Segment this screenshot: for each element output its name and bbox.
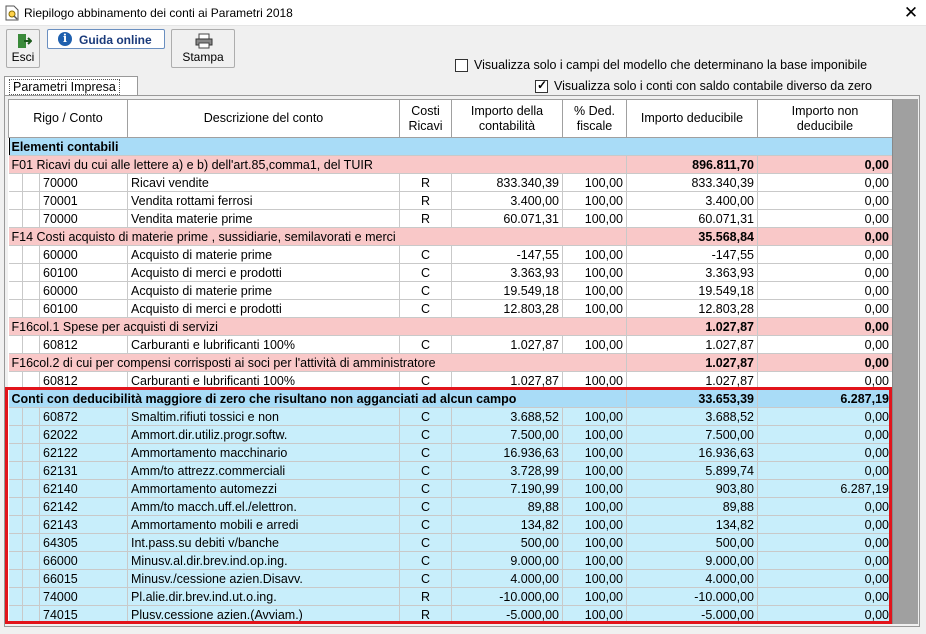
account-row[interactable] xyxy=(9,408,893,426)
info-icon: i xyxy=(58,32,72,46)
importo-deducibile: 4.000,00 xyxy=(627,570,758,588)
percent-deducibile: 100,00 xyxy=(563,462,627,480)
account-description: Smaltim.rifiuti tossici e non xyxy=(128,408,400,426)
costi-ricavi-flag: C xyxy=(400,372,452,390)
account-code: 60100 xyxy=(40,300,128,318)
importo-contabilita: 16.936,63 xyxy=(452,444,563,462)
account-row[interactable] xyxy=(9,426,893,444)
account-description: Ammortamento macchinario xyxy=(128,444,400,462)
account-description: Int.pass.su debiti v/banche xyxy=(128,534,400,552)
account-row[interactable] xyxy=(9,246,893,264)
account-code: 62143 xyxy=(40,516,128,534)
indent-cell xyxy=(9,588,23,606)
indent-cell xyxy=(23,246,40,264)
checkmark-icon: ✓ xyxy=(537,78,548,92)
account-code: 62142 xyxy=(40,498,128,516)
account-code: 70000 xyxy=(40,174,128,192)
close-window-button[interactable]: ✕ xyxy=(903,3,919,22)
costi-ricavi-flag: C xyxy=(400,462,452,480)
percent-deducibile: 100,00 xyxy=(563,552,627,570)
col-header-costi-ricavi[interactable]: Costi Ricavi xyxy=(400,100,452,138)
account-description: Ammortamento mobili e arredi xyxy=(128,516,400,534)
costi-ricavi-flag: C xyxy=(400,264,452,282)
costi-ricavi-flag: R xyxy=(400,210,452,228)
importo-contabilita: 19.549,18 xyxy=(452,282,563,300)
importo-non-deducibile: 0,00 xyxy=(758,498,893,516)
vertical-scrollbar[interactable] xyxy=(892,99,918,624)
accounts-table xyxy=(8,99,892,624)
printer-icon xyxy=(195,33,213,49)
conti-non-agganciati-row[interactable] xyxy=(9,390,893,408)
percent-deducibile: 100,00 xyxy=(563,516,627,534)
account-row[interactable] xyxy=(9,534,893,552)
percent-deducibile: 100,00 xyxy=(563,408,627,426)
account-description: Plusv.cessione azien.(Avviam.) xyxy=(128,606,400,624)
account-description: Amm/to macch.uff.el./elettron. xyxy=(128,498,400,516)
importo-deducibile: 3.363,93 xyxy=(627,264,758,282)
indent-cell xyxy=(9,498,23,516)
group-importo-non-deducibile: 0,00 xyxy=(758,156,893,174)
importo-contabilita: 60.071,31 xyxy=(452,210,563,228)
indent-cell xyxy=(9,336,23,354)
indent-cell xyxy=(9,570,23,588)
account-code: 60872 xyxy=(40,408,128,426)
account-code: 60812 xyxy=(40,372,128,390)
indent-cell xyxy=(23,480,40,498)
guida-online-label: Guida online xyxy=(79,33,152,47)
percent-deducibile: 100,00 xyxy=(563,300,627,318)
importo-contabilita: 4.000,00 xyxy=(452,570,563,588)
account-row[interactable] xyxy=(9,516,893,534)
importo-non-deducibile: 0,00 xyxy=(758,372,893,390)
importo-deducibile: 833.340,39 xyxy=(627,174,758,192)
percent-deducibile: 100,00 xyxy=(563,264,627,282)
importo-contabilita: 12.803,28 xyxy=(452,300,563,318)
account-row[interactable] xyxy=(9,444,893,462)
exit-door-icon xyxy=(16,33,32,49)
percent-deducibile: 100,00 xyxy=(563,480,627,498)
indent-cell xyxy=(23,408,40,426)
percent-deducibile: 100,00 xyxy=(563,192,627,210)
percent-deducibile: 100,00 xyxy=(563,246,627,264)
percent-deducibile: 100,00 xyxy=(563,534,627,552)
importo-contabilita: 3.728,99 xyxy=(452,462,563,480)
importo-non-deducibile: 0,00 xyxy=(758,606,893,624)
indent-cell xyxy=(9,534,23,552)
account-row[interactable] xyxy=(9,264,893,282)
saldo-diverso-zero-label: Visualizza solo i conti con saldo contabile diverso da zero xyxy=(554,79,873,93)
importo-contabilita: -10.000,00 xyxy=(452,588,563,606)
group-label: F14 Costi acquisto di materie prime , sussidiarie, semilavorati e merci xyxy=(9,228,627,246)
account-description: Carburanti e lubrificanti 100% xyxy=(128,336,400,354)
costi-ricavi-flag: C xyxy=(400,516,452,534)
importo-deducibile: 1.027,87 xyxy=(627,336,758,354)
account-row[interactable] xyxy=(9,336,893,354)
indent-cell xyxy=(23,516,40,534)
importo-non-deducibile: 0,00 xyxy=(758,336,893,354)
window-title: Riepilogo abbinamento dei conti ai Parametri 2018 xyxy=(24,6,293,20)
section-title: Elementi contabili xyxy=(9,138,893,156)
percent-deducibile: 100,00 xyxy=(563,372,627,390)
costi-ricavi-flag: C xyxy=(400,300,452,318)
account-row[interactable] xyxy=(9,462,893,480)
importo-deducibile: 3.400,00 xyxy=(627,192,758,210)
costi-ricavi-flag: C xyxy=(400,444,452,462)
conti-importo-deducibile: 33.653,39 xyxy=(627,390,758,408)
costi-ricavi-flag: C xyxy=(400,336,452,354)
costi-ricavi-flag: C xyxy=(400,426,452,444)
account-code: 66000 xyxy=(40,552,128,570)
group-row[interactable] xyxy=(9,228,893,246)
account-code: 62140 xyxy=(40,480,128,498)
table-header-row xyxy=(9,100,893,138)
account-description: Acquisto di merci e prodotti xyxy=(128,264,400,282)
indent-cell xyxy=(9,426,23,444)
conti-importo-non-deducibile: 6.287,19 xyxy=(758,390,893,408)
account-row[interactable] xyxy=(9,174,893,192)
importo-contabilita: 7.500,00 xyxy=(452,426,563,444)
indent-cell xyxy=(9,552,23,570)
account-description: Acquisto di materie prime xyxy=(128,246,400,264)
account-row[interactable] xyxy=(9,210,893,228)
costi-ricavi-flag: C xyxy=(400,552,452,570)
group-importo-deducibile: 896.811,70 xyxy=(627,156,758,174)
indent-cell xyxy=(9,462,23,480)
col-header-importo-contabilita[interactable]: Importo della contabilità xyxy=(452,100,563,138)
indent-cell xyxy=(9,606,23,624)
importo-non-deducibile: 0,00 xyxy=(758,516,893,534)
importo-deducibile: 60.071,31 xyxy=(627,210,758,228)
account-description: Minusv.al.dir.brev.ind.op.ing. xyxy=(128,552,400,570)
tab-parametri-impresa[interactable] xyxy=(4,76,138,96)
importo-deducibile: -5.000,00 xyxy=(627,606,758,624)
importo-deducibile: -10.000,00 xyxy=(627,588,758,606)
importo-deducibile: 134,82 xyxy=(627,516,758,534)
importo-deducibile: 9.000,00 xyxy=(627,552,758,570)
indent-cell xyxy=(23,192,40,210)
base-imponibile-label: Visualizza solo i campi del modello che determinano la base imponibile xyxy=(474,58,868,72)
importo-non-deducibile: 0,00 xyxy=(758,174,893,192)
account-description: Vendita rottami ferrosi xyxy=(128,192,400,210)
account-description: Amm/to attrezz.commerciali xyxy=(128,462,400,480)
indent-cell xyxy=(23,264,40,282)
importo-non-deducibile: 0,00 xyxy=(758,462,893,480)
importo-non-deducibile: 0,00 xyxy=(758,300,893,318)
account-row[interactable] xyxy=(9,480,893,498)
account-row[interactable] xyxy=(9,606,893,624)
indent-cell xyxy=(9,192,23,210)
importo-contabilita: 3.363,93 xyxy=(452,264,563,282)
percent-deducibile: 100,00 xyxy=(563,426,627,444)
costi-ricavi-flag: C xyxy=(400,282,452,300)
account-description: Vendita materie prime xyxy=(128,210,400,228)
importo-non-deducibile: 6.287,19 xyxy=(758,480,893,498)
indent-cell xyxy=(9,516,23,534)
account-code: 66015 xyxy=(40,570,128,588)
importo-non-deducibile: 0,00 xyxy=(758,192,893,210)
percent-deducibile: 100,00 xyxy=(563,282,627,300)
percent-deducibile: 100,00 xyxy=(563,570,627,588)
indent-cell xyxy=(9,300,23,318)
col-header-importo-non-deducibile[interactable]: Importo non deducibile xyxy=(758,100,893,138)
costi-ricavi-flag: C xyxy=(400,246,452,264)
indent-cell xyxy=(23,444,40,462)
costi-ricavi-flag: C xyxy=(400,408,452,426)
group-importo-non-deducibile: 0,00 xyxy=(758,318,893,336)
group-importo-deducibile: 1.027,87 xyxy=(627,318,758,336)
account-row[interactable] xyxy=(9,552,893,570)
esci-button[interactable] xyxy=(6,29,40,68)
importo-deducibile: 19.549,18 xyxy=(627,282,758,300)
importo-contabilita: 500,00 xyxy=(452,534,563,552)
importo-deducibile: 1.027,87 xyxy=(627,372,758,390)
importo-deducibile: 903,80 xyxy=(627,480,758,498)
esci-label: Esci xyxy=(11,50,35,64)
importo-non-deducibile: 0,00 xyxy=(758,552,893,570)
importo-contabilita: 1.027,87 xyxy=(452,372,563,390)
importo-non-deducibile: 0,00 xyxy=(758,426,893,444)
indent-cell xyxy=(23,462,40,480)
col-header-rigo-conto[interactable]: Rigo / Conto xyxy=(9,100,128,138)
importo-deducibile: 3.688,52 xyxy=(627,408,758,426)
costi-ricavi-flag: C xyxy=(400,570,452,588)
importo-contabilita: 833.340,39 xyxy=(452,174,563,192)
indent-cell xyxy=(9,264,23,282)
account-code: 64305 xyxy=(40,534,128,552)
costi-ricavi-flag: C xyxy=(400,498,452,516)
indent-cell xyxy=(23,498,40,516)
costi-ricavi-flag: R xyxy=(400,192,452,210)
account-code: 60000 xyxy=(40,282,128,300)
indent-cell xyxy=(9,372,23,390)
accounts-grid[interactable] xyxy=(8,99,892,624)
section-row[interactable] xyxy=(9,138,893,156)
tab-parametri-impresa-label: Parametri Impresa xyxy=(9,79,120,95)
indent-cell xyxy=(9,480,23,498)
account-code: 62022 xyxy=(40,426,128,444)
account-code: 60812 xyxy=(40,336,128,354)
importo-deducibile: 500,00 xyxy=(627,534,758,552)
costi-ricavi-flag: R xyxy=(400,606,452,624)
conti-non-agganciati-label: Conti con deducibilità maggiore di zero che risultano non agganciati ad alcun campo xyxy=(9,390,627,408)
indent-cell xyxy=(9,282,23,300)
percent-deducibile: 100,00 xyxy=(563,210,627,228)
group-importo-deducibile: 1.027,87 xyxy=(627,354,758,372)
importo-contabilita: 9.000,00 xyxy=(452,552,563,570)
percent-deducibile: 100,00 xyxy=(563,498,627,516)
importo-contabilita: 134,82 xyxy=(452,516,563,534)
stampa-button[interactable] xyxy=(171,29,235,68)
indent-cell xyxy=(23,552,40,570)
group-row[interactable] xyxy=(9,354,893,372)
importo-non-deducibile: 0,00 xyxy=(758,282,893,300)
group-label: F16col.1 Spese per acquisti di servizi xyxy=(9,318,627,336)
costi-ricavi-flag: C xyxy=(400,480,452,498)
indent-cell xyxy=(23,372,40,390)
importo-contabilita: 89,88 xyxy=(452,498,563,516)
account-row[interactable] xyxy=(9,300,893,318)
importo-contabilita: 1.027,87 xyxy=(452,336,563,354)
percent-deducibile: 100,00 xyxy=(563,336,627,354)
group-row[interactable] xyxy=(9,318,893,336)
percent-deducibile: 100,00 xyxy=(563,588,627,606)
account-row[interactable] xyxy=(9,192,893,210)
importo-non-deducibile: 0,00 xyxy=(758,570,893,588)
importo-non-deducibile: 0,00 xyxy=(758,210,893,228)
title-bar xyxy=(0,0,926,26)
indent-cell xyxy=(23,336,40,354)
importo-deducibile: 5.899,74 xyxy=(627,462,758,480)
importo-contabilita: 7.190,99 xyxy=(452,480,563,498)
col-header-descrizione[interactable]: Descrizione del conto xyxy=(128,100,400,138)
col-header-ded-fiscale[interactable]: % Ded. fiscale xyxy=(563,100,627,138)
importo-deducibile: 7.500,00 xyxy=(627,426,758,444)
indent-cell xyxy=(23,588,40,606)
importo-deducibile: 16.936,63 xyxy=(627,444,758,462)
indent-cell xyxy=(9,246,23,264)
account-code: 74000 xyxy=(40,588,128,606)
indent-cell xyxy=(23,282,40,300)
account-row[interactable] xyxy=(9,570,893,588)
group-importo-non-deducibile: 0,00 xyxy=(758,228,893,246)
group-importo-non-deducibile: 0,00 xyxy=(758,354,893,372)
importo-non-deducibile: 0,00 xyxy=(758,408,893,426)
importo-contabilita: -5.000,00 xyxy=(452,606,563,624)
account-row[interactable] xyxy=(9,588,893,606)
importo-contabilita: -147,55 xyxy=(452,246,563,264)
importo-non-deducibile: 0,00 xyxy=(758,264,893,282)
importo-deducibile: 12.803,28 xyxy=(627,300,758,318)
account-description: Pl.alie.dir.brev.ind.ut.o.ing. xyxy=(128,588,400,606)
costi-ricavi-flag: R xyxy=(400,588,452,606)
group-importo-deducibile: 35.568,84 xyxy=(627,228,758,246)
base-imponibile-checkbox[interactable] xyxy=(455,59,468,72)
percent-deducibile: 100,00 xyxy=(563,606,627,624)
account-code: 74015 xyxy=(40,606,128,624)
group-row[interactable] xyxy=(9,156,893,174)
group-label: F01 Ricavi du cui alle lettere a) e b) dell'art.85,comma1, del TUIR xyxy=(9,156,627,174)
importo-contabilita: 3.400,00 xyxy=(452,192,563,210)
account-code: 60000 xyxy=(40,246,128,264)
account-description: Ammortamento automezzi xyxy=(128,480,400,498)
importo-non-deducibile: 0,00 xyxy=(758,444,893,462)
importo-contabilita: 3.688,52 xyxy=(452,408,563,426)
indent-cell xyxy=(23,210,40,228)
importo-deducibile: 89,88 xyxy=(627,498,758,516)
account-code: 70000 xyxy=(40,210,128,228)
percent-deducibile: 100,00 xyxy=(563,174,627,192)
indent-cell xyxy=(9,444,23,462)
account-code: 62131 xyxy=(40,462,128,480)
account-description: Acquisto di merci e prodotti xyxy=(128,300,400,318)
account-row[interactable] xyxy=(9,372,893,390)
account-code: 70001 xyxy=(40,192,128,210)
costi-ricavi-flag: C xyxy=(400,534,452,552)
indent-cell xyxy=(23,426,40,444)
account-code: 60100 xyxy=(40,264,128,282)
indent-cell xyxy=(23,570,40,588)
importo-non-deducibile: 0,00 xyxy=(758,534,893,552)
saldo-diverso-zero-checkbox[interactable] xyxy=(535,80,548,93)
indent-cell xyxy=(23,606,40,624)
account-description: Minusv./cessione azien.Disavv. xyxy=(128,570,400,588)
group-label: F16col.2 di cui per compensi corrisposti ai soci per l'attività di amministratore xyxy=(9,354,627,372)
importo-non-deducibile: 0,00 xyxy=(758,246,893,264)
account-code: 62122 xyxy=(40,444,128,462)
indent-cell xyxy=(23,300,40,318)
account-description: Carburanti e lubrificanti 100% xyxy=(128,372,400,390)
indent-cell xyxy=(9,210,23,228)
indent-cell xyxy=(23,174,40,192)
importo-deducibile: -147,55 xyxy=(627,246,758,264)
guida-online-button[interactable] xyxy=(47,29,165,49)
importo-non-deducibile: 0,00 xyxy=(758,588,893,606)
indent-cell xyxy=(23,534,40,552)
account-description: Ammort.dir.utiliz.progr.softw. xyxy=(128,426,400,444)
indent-cell xyxy=(9,408,23,426)
costi-ricavi-flag: R xyxy=(400,174,452,192)
col-header-importo-deducibile[interactable]: Importo deducibile xyxy=(627,100,758,138)
account-row[interactable] xyxy=(9,282,893,300)
account-description: Ricavi vendite xyxy=(128,174,400,192)
account-description: Acquisto di materie prime xyxy=(128,282,400,300)
stampa-label: Stampa xyxy=(182,50,224,64)
document-magnifier-icon xyxy=(5,5,19,21)
account-row[interactable] xyxy=(9,498,893,516)
percent-deducibile: 100,00 xyxy=(563,444,627,462)
indent-cell xyxy=(9,174,23,192)
